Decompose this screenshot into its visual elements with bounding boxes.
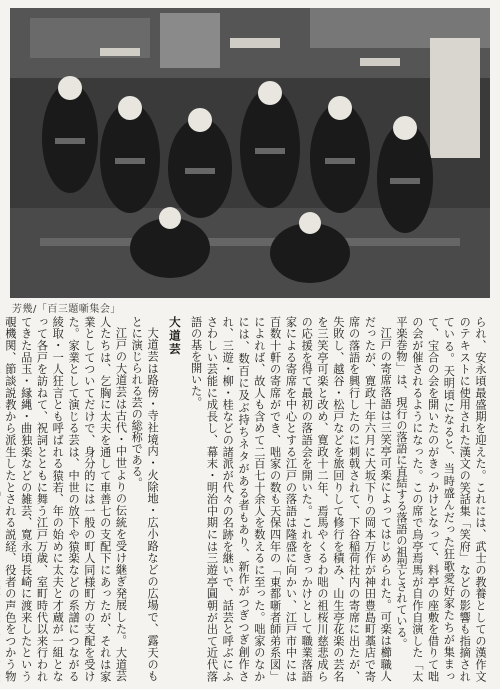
woodblock-print-illustration bbox=[10, 8, 490, 298]
paragraph: 江戸の寄席落語は三笑亭可楽によってはじめられた。可楽は櫛職人だったが、寛政十年六月に大坂下りの岡本万作が神田豊島町藁店で寄席の落語を興行したのに刺戟されて、下谷稲荷社内の寄席に出たが、失敗し、越谷・松戸などを旅回りして修行を積み、山生亭花楽の芸名を三笑亭可楽と改め、寛政十二年、焉馬やくるわ咄の祖桜川慈悲成らの応援を得て最初の落語会を開いた。これをきっかけとして職業落語家による寄席を中心とする江戸の落語は隆盛に向かい、江戸市中には百数十軒の寄席ができ、咄家の数も天保四年の「東都噺者師弟系図」によれば、故人も含めて二百七十余人を数えるに至った。咄家のなかには、数百に及ぶ持ちネタがある者もあり、新作がつぎつぎ創作され、三遊・柳・桂などの諸派が代々の名跡を継いで、話芸と呼ぶにふさわしい芸能に成長し、幕末・明治中期には三遊亭圓朝が出て近代落語の基を開いた。 bbox=[189, 316, 393, 682]
paragraph: 大道芸は路傍・寺社境内・火除地・広小路などの広場で、露天のもとに演じられる芸の総称である。 bbox=[130, 316, 160, 682]
woodblock-print-image bbox=[10, 8, 490, 298]
figure-caption: 芳幾/「百三題噺集会」 bbox=[12, 304, 121, 315]
vertical-body-text bbox=[3, 316, 488, 682]
section-heading: 大道芸 bbox=[167, 316, 182, 357]
paragraph: 江戸の大道芸は古代・中世よりの伝統を受け継ぎ発展した。大道芸人たちは、乞胸に太夫を通して車善七の支配下にあったが、それは家業としてついてだけで、身分的には一般の町人同様町方の支配を受けた。家業として演じる芸は、中世の放下や猿楽などの系譜につながる綾取・一人狂言とも呼ばれる猿若、年の始めに太夫と才蔵が一組となって各戸を訪ねて、祝詞とともに舞う江戸万歳、室町時代以来行われてきた品玉・縁縄・曲独楽などの雑芸、寛永頃長崎に渡来したという覗機関、節談説教から派生したとされる説経、役者の声色をつかう物 bbox=[3, 316, 128, 682]
paragraph: られ、安永頃最盛期を迎えた。これには、武士の教養としての漢作文のテキストに使用された漢文の笑話集「笑府」などの影響も指摘されている。天明頃になると、当時盛んだった狂歌愛好家たちが集まって、宝合の会を開いたのがきっかけとなって、料亭の座敷を借りて咄の会が催されるようになった。この席で烏亭焉馬が自作自演した「太平楽巻物」は、現行の落語に直結する落語の祖型とされている。 bbox=[395, 316, 487, 682]
